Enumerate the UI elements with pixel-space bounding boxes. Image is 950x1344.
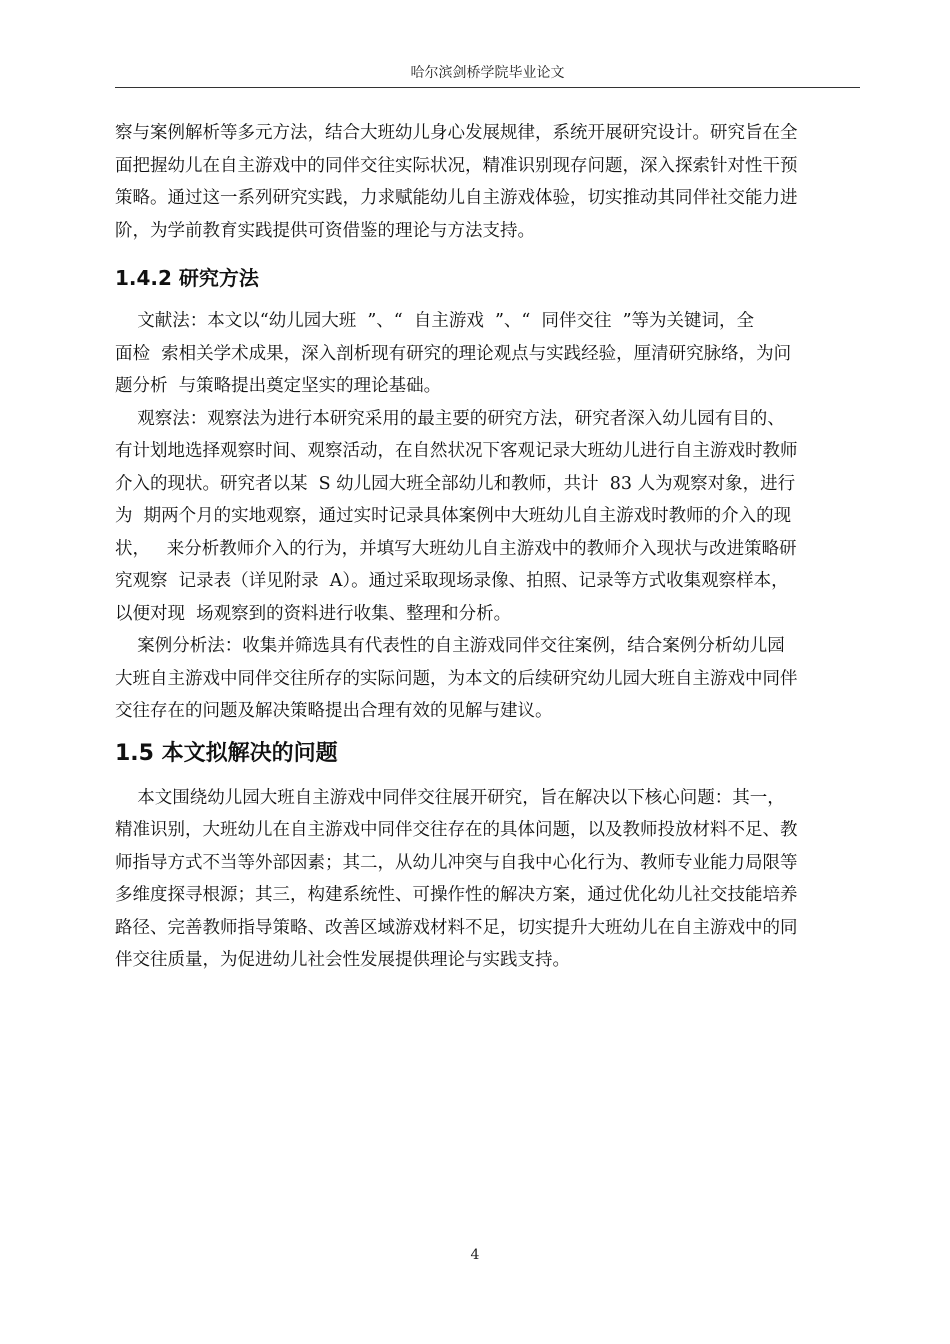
section-heading-1-5: 1.5 本文拟解决的问题 [115,740,338,766]
observation-method-paragraph [115,403,860,631]
text-line: 为 期两个月的实地观察，通过实时记录具体案例中大班幼儿自主游戏时教师的介入的现 [115,506,792,526]
text-line: 以便对现 场观察到的资料进行收集、整理和分析。 [115,603,512,624]
text-line: 题分析 与策略提出奠定坚实的理论基础。 [115,376,442,396]
section-heading-1-4-2: 1.4.2 研究方法 [115,266,259,290]
text-line: 伴交往质量，为促进幼儿社会性发展提供理论与实践支持。 [115,950,570,970]
text-line: 本文围绕幼儿园大班自主游戏中同伴交往展开研究，旨在解决以下核心问题：其一， [115,787,785,808]
problems-paragraph [115,782,860,977]
text-line: 文献法：本文以“幼儿园大班 ”、“ 自主游戏 ”、“ 同伴交往 ”等为关键词，全 [115,311,755,331]
text-line: 状， 来分析教师介入的行为，并填写大班幼儿自主游戏中的教师介入现状与改进策略研 [115,538,797,559]
text-line: 有计划地选择观察时间、观察活动，在自然状况下客观记录大班幼儿进行自主游戏时教师 [115,441,798,461]
page-number: 4 [470,1247,480,1263]
header-divider [115,87,860,88]
text-line: 多维度探寻根源；其三，构建系统性、可操作性的解决方案，通过优化幼儿社交技能培养 [115,885,798,905]
text-line: 观察法：观察法为进行本研究采用的最主要的研究方法，研究者深入幼儿园有目的、 [115,408,785,429]
text-line: 案例分析法：收集并筛选具有代表性的自主游戏同伴交往案例，结合案例分析幼儿园 [115,636,785,656]
text-line: 大班自主游戏中同伴交往所存的实际问题，为本文的后续研究幼儿园大班自主游戏中同伴 [115,668,798,689]
text-line: 交往存在的问题及解决策略提出合理有效的见解与建议。 [115,701,553,721]
text-line: 面把握幼儿在自主游戏中的同伴交往实际状况，精准识别现存问题，深入探索针对性干预 [115,155,798,176]
text-line: 精准识别，大班幼儿在自主游戏中同伴交往存在的具体问题，以及教师投放材料不足、教 [115,820,798,840]
literature-method-paragraph [115,305,860,403]
page-body [115,117,860,977]
text-line: 面检 索相关学术成果，深入剖析现有研究的理论观点与实践经验，厘清研究脉络，为问 [115,343,792,364]
text-line: 介入的现状。研究者以某 S 幼儿园大班全部幼儿和教师，共计 83 人为观察对象，进行 [115,473,796,494]
text-line: 究观察 记录表（详见附录 A）。通过采取现场录像、拍照、记录等方式收集观察样本， [115,571,789,591]
running-header: 哈尔滨剑桥学院毕业论文 [410,65,565,81]
text-line: 察与案例解析等多元方法，结合大班幼儿身心发展规律，系统开展研究设计。研究旨在全 [115,123,798,143]
text-line: 策略。通过这一系列研究实践，力求赋能幼儿自主游戏体验，切实推动其同伴社交能力进 [115,188,798,208]
text-line: 阶，为学前教育实践提供可资借鉴的理论与方法支持。 [115,220,535,241]
case-method-paragraph [115,630,860,728]
text-line: 路径、完善教师指导策略、改善区域游戏材料不足，切实提升大班幼儿在自主游戏中的同 [115,917,798,938]
intro-paragraph [115,117,860,247]
text-line: 师指导方式不当等外部因素；其二，从幼儿冲突与自我中心化行为、教师专业能力局限等 [115,852,798,873]
